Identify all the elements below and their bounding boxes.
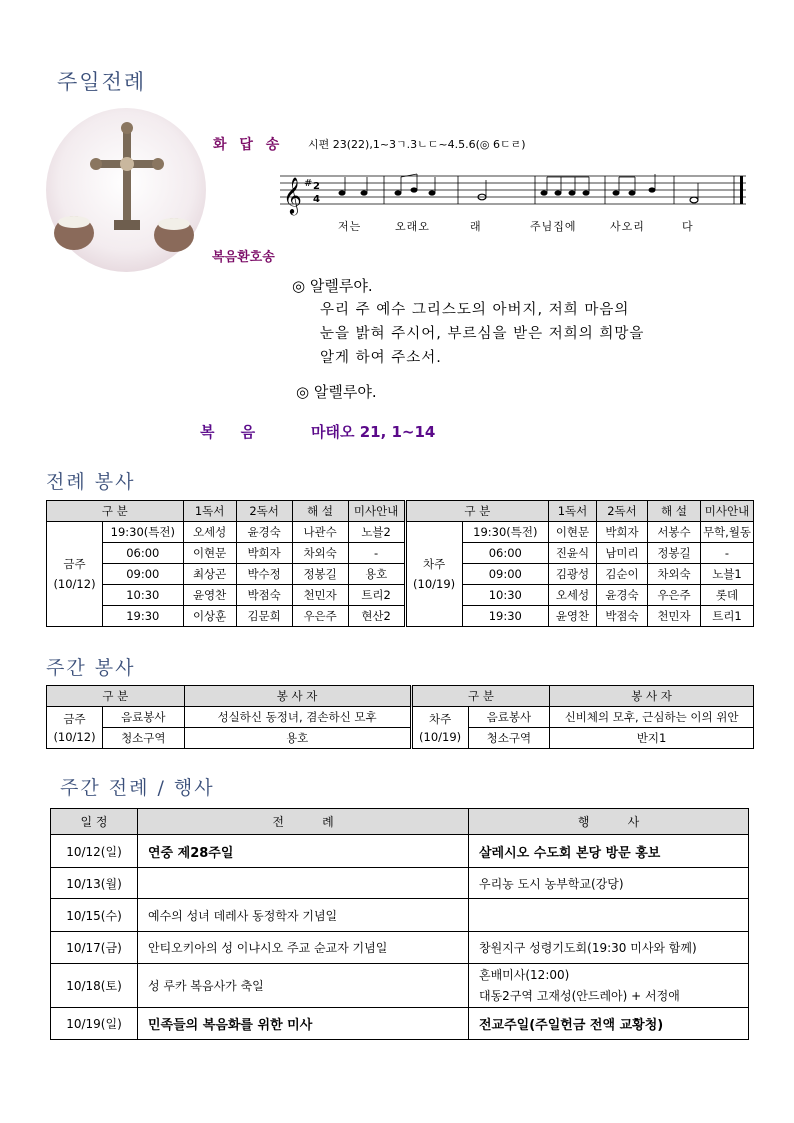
cell: 천민자: [648, 606, 701, 627]
cell: 성실하신 동정녀, 겸손하신 모후: [184, 707, 411, 728]
gospel-reference: 마태오 21, 1~14: [311, 423, 436, 441]
section-liturgy-service: 전례 봉사: [46, 471, 136, 493]
verse-line-1: 우리 주 예수 그리스도의 아버지, 저희 마음의: [320, 302, 630, 318]
page-title: 주일전례: [57, 70, 147, 94]
cell-liturgy: [138, 868, 469, 899]
cell-date: 10/18(토): [51, 964, 138, 1008]
cell: 윤영찬: [549, 606, 597, 627]
lyric-2: 오래오: [395, 220, 430, 233]
table-row: [51, 1008, 749, 1040]
th-reading1-right: 1독서: [549, 501, 597, 522]
cell: 우은주: [648, 585, 701, 606]
cell: 박수정: [236, 564, 292, 585]
cross-candles-image: [46, 108, 206, 273]
cell: 09:00: [462, 564, 548, 585]
cell: 김순이: [597, 564, 648, 585]
responsorial-reference: 시편 23(22),1~3ㄱ.3ㄴㄷ~4.5.6(◎ 6ㄷㄹ): [308, 138, 526, 151]
cell-event: 전교주일(주일헌금 전액 교황청): [469, 1008, 749, 1040]
cell: 이현문: [183, 543, 236, 564]
table-row: [47, 564, 754, 585]
th-events: 행 사: [469, 809, 749, 835]
cell: 19:30: [462, 606, 548, 627]
acclamation-label: 복음환호송: [212, 250, 275, 265]
th-date: 일 정: [51, 809, 138, 835]
cell: 진윤식: [549, 543, 597, 564]
cell: 용호: [184, 728, 411, 749]
cell: 정봉길: [648, 543, 701, 564]
cell: 윤경숙: [597, 585, 648, 606]
lyric-3: 래: [470, 220, 482, 233]
verse-line-3: 알게 하여 주소서.: [320, 350, 442, 366]
cell: 정봉길: [292, 564, 348, 585]
responsorial-label: 화 답 송: [213, 137, 284, 153]
group-cell: 금주 (10/12): [47, 707, 103, 749]
cell-liturgy: 성 루카 복음사가 축일: [138, 964, 469, 1008]
cell: 청소구역: [468, 728, 550, 749]
cell-date: 10/15(수): [51, 899, 138, 932]
group-cell-right: 차주 (10/19): [411, 707, 468, 749]
table-row: [47, 543, 754, 564]
table-row: [47, 522, 754, 543]
th-category: 구 분: [47, 686, 185, 707]
cell: 이현문: [549, 522, 597, 543]
cell-liturgy: 안티오키아의 성 이냐시오 주교 순교자 기념일: [138, 932, 469, 964]
th-commentary: 해 설: [292, 501, 348, 522]
cell: 용호: [348, 564, 405, 585]
cell: 음료봉사: [103, 707, 185, 728]
cell: 남미리: [597, 543, 648, 564]
table-row: [51, 835, 749, 868]
th-reading1: 1독서: [183, 501, 236, 522]
cell: 김문희: [236, 606, 292, 627]
cell-date: 10/19(일): [51, 1008, 138, 1040]
weekly-service-table: [46, 685, 754, 749]
cell: -: [701, 543, 754, 564]
cell: 김광성: [549, 564, 597, 585]
cell: 서봉수: [648, 522, 701, 543]
cell-event: 살레시오 수도회 본당 방문 홍보: [469, 835, 749, 868]
cell: -: [348, 543, 405, 564]
cell: 노블1: [701, 564, 754, 585]
th-volunteer-right: 봉 사 자: [550, 686, 754, 707]
cell: 윤영찬: [183, 585, 236, 606]
cell: 차외숙: [292, 543, 348, 564]
th-category-right: 구 분: [411, 686, 550, 707]
cell: 윤경숙: [236, 522, 292, 543]
section-weekly-events: 주간 전례 / 행사: [60, 777, 215, 799]
th-category: 구 분: [47, 501, 184, 522]
th-liturgy: 전 례: [138, 809, 469, 835]
cell: 10:30: [103, 585, 184, 606]
cell: 박점숙: [236, 585, 292, 606]
alleluia-2: ◎ 알렐루야.: [296, 383, 377, 401]
cell: 우은주: [292, 606, 348, 627]
cell-liturgy: 민족들의 복음화를 위한 미사: [138, 1008, 469, 1040]
events-table: [50, 808, 749, 1040]
cell-liturgy: 연중 제28주일: [138, 835, 469, 868]
th-reading2: 2독서: [236, 501, 292, 522]
svg-text:#: #: [304, 178, 313, 189]
cell: 오세성: [549, 585, 597, 606]
table-row: [51, 899, 749, 932]
cell-date: 10/17(금): [51, 932, 138, 964]
event-line-1: 혼배미사(12:00): [479, 967, 570, 982]
table-row: [47, 585, 754, 606]
music-staff: [280, 168, 750, 218]
cell: 최상곤: [183, 564, 236, 585]
service-table: [46, 500, 754, 627]
table-row: [51, 932, 749, 964]
cell-event: [469, 899, 749, 932]
alleluia-1: ◎ 알렐루야.: [292, 277, 373, 295]
table-row: [51, 964, 749, 1008]
svg-text:𝄞: 𝄞: [283, 176, 302, 214]
gospel-label: 복 음: [200, 423, 256, 441]
cell: 차외숙: [648, 564, 701, 585]
event-line-2: 대동2구역 고재성(안드레아) + 서정애: [479, 988, 680, 1003]
lyric-4: 주님집에: [530, 220, 577, 233]
cell: 09:00: [103, 564, 184, 585]
cell: 노블2: [348, 522, 405, 543]
cell: 박희자: [597, 522, 648, 543]
th-guide-right: 미사안내: [701, 501, 754, 522]
cell: 10:30: [462, 585, 548, 606]
cell: 박희자: [236, 543, 292, 564]
table-row: [51, 868, 749, 899]
group-cell: 금주 (10/12): [47, 522, 103, 627]
cell-event: 우리농 도시 농부학교(강당): [469, 868, 749, 899]
cell-liturgy: 예수의 성녀 데레사 동정학자 기념일: [138, 899, 469, 932]
cell: 신비체의 모후, 근심하는 이의 위안: [550, 707, 754, 728]
cell: 롯데: [701, 585, 754, 606]
cell: 19:30: [103, 606, 184, 627]
cell: 19:30(특전): [103, 522, 184, 543]
cell: 트리2: [348, 585, 405, 606]
table-row: [47, 606, 754, 627]
cell-date: 10/13(월): [51, 868, 138, 899]
th-volunteer: 봉 사 자: [184, 686, 411, 707]
section-weekly-service: 주간 봉사: [46, 657, 136, 679]
cell: 19:30(특전): [462, 522, 548, 543]
cell: 현산2: [348, 606, 405, 627]
cell: 나관수: [292, 522, 348, 543]
table-row: [47, 707, 754, 728]
lyric-6: 다: [682, 220, 694, 233]
cell: 천민자: [292, 585, 348, 606]
cell: 이상훈: [183, 606, 236, 627]
cell: 박점숙: [597, 606, 648, 627]
cell-event: 창원지구 성령기도회(19:30 미사와 함께): [469, 932, 749, 964]
lyric-1: 저는: [338, 220, 362, 233]
cell: 06:00: [103, 543, 184, 564]
table-row: [47, 728, 754, 749]
th-guide: 미사안내: [348, 501, 405, 522]
acclamation-verse: [320, 298, 644, 370]
group-cell-right: 차주 (10/19): [405, 522, 462, 627]
time-sig-top: 2: [313, 181, 320, 192]
time-sig-bottom: 4: [313, 194, 320, 205]
cell: 트리1: [701, 606, 754, 627]
th-category-right: 구 분: [405, 501, 548, 522]
cell: 오세성: [183, 522, 236, 543]
cell: 06:00: [462, 543, 548, 564]
cell: 청소구역: [103, 728, 185, 749]
verse-line-2: 눈을 밝혀 주시어, 부르심을 받은 저희의 희망을: [320, 326, 645, 342]
cell: 반지1: [550, 728, 754, 749]
cell-date: 10/12(일): [51, 835, 138, 868]
th-commentary-right: 해 설: [648, 501, 701, 522]
cell: 무학,월동: [701, 522, 754, 543]
cell: 음료봉사: [468, 707, 550, 728]
lyric-5: 사오리: [610, 220, 645, 233]
th-reading2-right: 2독서: [597, 501, 648, 522]
cell-event: [469, 964, 749, 1008]
